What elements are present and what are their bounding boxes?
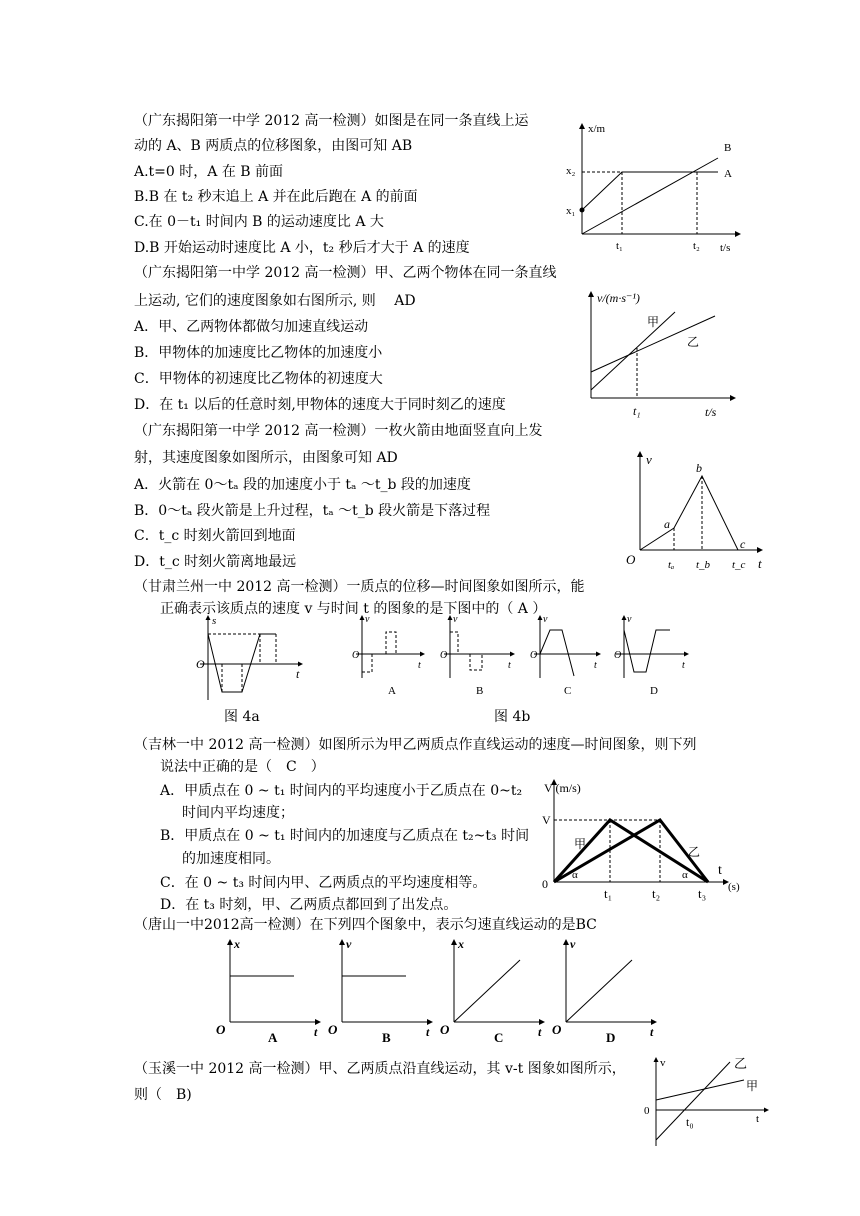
- t-axis-label: t: [756, 1113, 760, 1125]
- option-d-graph: [614, 614, 688, 697]
- svg-text:O: O: [552, 1022, 562, 1037]
- svg-text:O: O: [328, 1022, 338, 1037]
- line-b: [582, 158, 718, 234]
- y-axis-label: V (m/s): [544, 781, 581, 795]
- q5-option-c: C．在 0 ~ t₃ 时间内甲、乙两质点的平均速度相等。: [160, 875, 487, 891]
- svg-text:t: t: [650, 1025, 654, 1039]
- svg-text:O: O: [440, 1022, 450, 1037]
- q3-option-a: A．火箭在 0～tₐ 段的加速度小于 tₐ ～t_b 段的加速度: [134, 477, 471, 493]
- q4-line: 正确表示该质点的速度 v 与时间 t 的图象的是下图中的（ A ）: [160, 601, 547, 617]
- origin-label: 0: [542, 877, 548, 891]
- svg-text:t: t: [682, 660, 685, 671]
- q5-option-b: B．甲质点在 0 ~ t₁ 时间内的加速度与乙质点在 t₂~t₃ 时间: [160, 828, 530, 844]
- q1-option-b: B.B 在 t₂ 秒末追上 A 并在此后跑在 A 的前面: [134, 189, 418, 205]
- svg-text:t: t: [538, 1025, 542, 1039]
- t2-label: t₂: [693, 240, 700, 252]
- tc-label: t_c: [732, 559, 746, 571]
- graph-d-label: D: [606, 1030, 616, 1045]
- t1-label: t₁: [633, 404, 641, 418]
- q1-position-time-graph: [560, 116, 750, 256]
- line-a-label: A: [724, 168, 732, 180]
- line-yi-label: 乙: [687, 335, 700, 349]
- q7-velocity-time-graph: [640, 1054, 780, 1150]
- q3-line: （广东揭阳第一中学 2012 高一检测）一枚火箭由地面竖直向上发: [134, 423, 543, 439]
- svg-text:v: v: [570, 937, 576, 951]
- q5-option-b-cont: 的加速度相同。: [182, 851, 280, 867]
- svg-text:v: v: [543, 614, 548, 625]
- line-yi-label: 乙: [688, 845, 701, 859]
- t1-label: t₁: [616, 240, 623, 252]
- q5-option-a-cont: 时间内平均速度；: [182, 805, 294, 821]
- q3-option-d: D．t_c 时刻火箭离地最远: [134, 554, 297, 570]
- q3-line: 射，其速度图象如图所示，由图象可知 AD: [134, 450, 398, 466]
- svg-text:v: v: [365, 614, 370, 625]
- point-c-label: c: [740, 537, 746, 551]
- q3-rocket-velocity-graph: [622, 446, 772, 574]
- q2-option-b: B．甲物体的加速度比乙物体的加速度小: [134, 345, 383, 361]
- q2-option-d: D．在 t₁ 以后的任意时刻,甲物体的速度大于同时刻乙的速度: [134, 397, 506, 413]
- svg-text:t: t: [594, 660, 597, 671]
- alpha-label: α: [682, 869, 688, 881]
- y-axis-label: x/m: [588, 123, 606, 135]
- option-d-label: D: [650, 685, 658, 697]
- x-axis-label: t/s: [705, 405, 717, 419]
- svg-text:O: O: [614, 650, 622, 661]
- line-b-label: B: [724, 142, 732, 154]
- svg-text:t: t: [426, 1025, 430, 1039]
- q7-line: （玉溪一中 2012 高一检测）甲、乙两质点沿直线运动，其 v-t 图象如图所示，: [134, 1061, 626, 1077]
- svg-text:x: x: [458, 937, 464, 951]
- graph-a-label: A: [268, 1030, 278, 1045]
- origin-label: O: [626, 552, 636, 567]
- line-jia: [656, 1080, 744, 1100]
- graph-a: [216, 937, 320, 1045]
- q2-option-a: A．甲、乙两物体都做匀加速直线运动: [134, 319, 369, 335]
- line-jia-label: 甲: [574, 837, 587, 851]
- origin-label: O: [196, 657, 205, 671]
- v-axis-label: v: [646, 452, 652, 467]
- q6-line: （唐山一中2012高一检测）在下列四个图象中，表示匀速直线运动的是BC: [134, 917, 597, 933]
- svg-text:O: O: [440, 650, 448, 661]
- v-max-label: V: [542, 813, 551, 827]
- svg-text:v: v: [346, 937, 352, 951]
- y-axis-label: v/(m·s⁻¹): [597, 291, 640, 305]
- q1-option-d: D.B 开始运动时速度比 A 小，t₂ 秒后才大于 A 的速度: [134, 240, 470, 256]
- option-b-graph: [440, 614, 514, 697]
- q4-figure-4b: [348, 612, 698, 702]
- t3-label: t₃: [698, 886, 707, 901]
- svg-text:O: O: [216, 1022, 226, 1037]
- t-axis-label: t: [296, 667, 300, 681]
- option-a-label: A: [388, 685, 396, 697]
- t0-label: t₀: [686, 1115, 694, 1129]
- line-a: [582, 172, 718, 210]
- x1-label: x₁: [566, 205, 576, 217]
- q7-line: 则（ B): [134, 1087, 192, 1103]
- t-axis-label: t: [758, 556, 762, 571]
- graph-d: [552, 937, 656, 1045]
- q5-velocity-time-graph: [538, 776, 760, 904]
- graph-b-label: B: [382, 1030, 391, 1045]
- q2-velocity-time-graph: [575, 282, 745, 422]
- q6-graphs: [210, 934, 680, 1046]
- svg-text:v: v: [453, 614, 458, 625]
- ta-label: tₐ: [668, 559, 675, 571]
- line-jia: [591, 312, 675, 390]
- figure-4b-caption: 图 4b: [494, 709, 531, 725]
- option-a-graph: [352, 614, 424, 697]
- s-t-line: [208, 634, 276, 692]
- unit-label: (s): [728, 881, 740, 893]
- origin-label: 0: [644, 1105, 650, 1117]
- s-axis-label: s: [212, 615, 217, 627]
- velocity-line: [640, 476, 738, 550]
- svg-text:x: x: [234, 937, 240, 951]
- q1-line: （广东揭阳第一中学 2012 高一检测）如图是在同一条直线上运: [134, 113, 529, 129]
- point-a-label: a: [664, 517, 670, 531]
- q2-option-c: C．甲物体的初速度比乙物体的初速度大: [134, 371, 383, 387]
- option-b-label: B: [476, 685, 484, 697]
- line-jia-label: 甲: [746, 1079, 759, 1093]
- line-jia-label: 甲: [647, 315, 660, 329]
- svg-text:t: t: [314, 1025, 318, 1039]
- svg-text:t: t: [418, 660, 421, 671]
- option-c-label: C: [564, 685, 572, 697]
- q4-line: （甘肃兰州一中 2012 高一检测）一质点的位移—时间图象如图所示，能: [134, 579, 585, 595]
- q2-line: （广东揭阳第一中学 2012 高一检测）甲、乙两个物体在同一条直线: [134, 265, 557, 281]
- q5-option-a: A．甲质点在 0 ~ t₁ 时间内的平均速度小于乙质点在 0~t₂: [160, 783, 523, 799]
- point-b-label: b: [696, 461, 702, 475]
- option-c-graph: [530, 614, 600, 697]
- t-axis-label: t: [718, 863, 722, 878]
- q5-option-d: D．在 t₃ 时刻，甲、乙两质点都回到了出发点。: [160, 897, 458, 913]
- svg-text:t: t: [508, 660, 511, 671]
- q5-line: （吉林一中 2012 高一检测）如图所示为甲乙两质点作直线运动的速度—时间图象，则下列: [134, 737, 697, 753]
- tb-label: t_b: [696, 559, 711, 571]
- graph-c: [440, 937, 544, 1045]
- graph-c-label: C: [494, 1030, 504, 1045]
- x2-label: x₂: [566, 165, 576, 177]
- figure-4a-caption: 图 4a: [224, 709, 260, 725]
- q2-line: 上运动, 它们的速度图象如右图所示, 则 AD: [134, 293, 416, 309]
- v-axis-label: v: [660, 1057, 666, 1069]
- svg-text:O: O: [352, 650, 360, 661]
- q3-option-c: C．t_c 时刻火箭回到地面: [134, 528, 296, 544]
- svg-text:v: v: [627, 614, 632, 625]
- q3-option-b: B．0～tₐ 段火箭是上升过程，tₐ ～t_b 段火箭是下落过程: [134, 503, 491, 519]
- t1-label: t₁: [604, 886, 613, 901]
- alpha-label: α: [572, 869, 578, 881]
- x-axis-label: t/s: [720, 242, 731, 254]
- t2-label: t₂: [652, 886, 661, 901]
- q4-figure-4a: [190, 612, 310, 704]
- graph-b: [328, 937, 432, 1045]
- line-yi-label: 乙: [734, 1056, 748, 1071]
- q1-option-c: C.在 0－t₁ 时间内 B 的运动速度比 A 大: [134, 214, 384, 230]
- q1-option-a: A.t=0 时，A 在 B 前面: [134, 164, 284, 180]
- q5-line: 说法中正确的是（ C ）: [160, 759, 325, 775]
- q1-line: 动的 A、B 两质点的位移图象，由图可知 AB: [134, 138, 413, 154]
- svg-text:O: O: [530, 650, 538, 661]
